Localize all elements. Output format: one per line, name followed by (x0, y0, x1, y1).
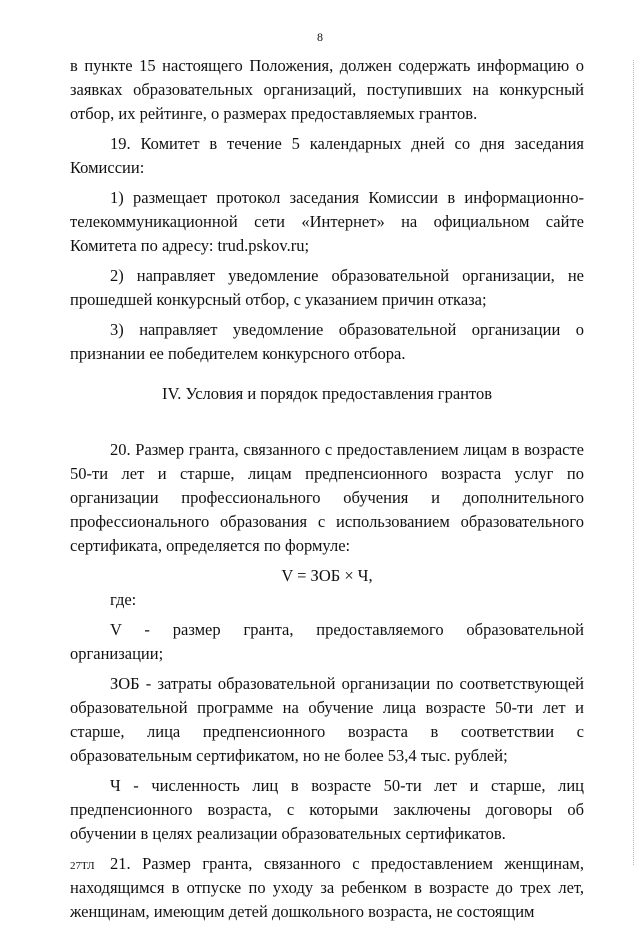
where-label: где: (110, 590, 137, 609)
paragraph-19-item-1: 1) размещает протокол заседания Комиссии в информационно-телекоммуникационной сети «Интернет» на официальном сайте Комитета по адресу: trud.pskov.ru; (70, 188, 584, 255)
formula: V = ЗОБ × Ч, (281, 566, 373, 585)
paragraph-19-item-2: 2) направляет уведомление образовательной организации, не прошедшей конкурсный отбор, с указанием причин отказа; (70, 266, 584, 309)
paragraph-continuation: в пункте 15 настоящего Положения, должен содержать информацию о заявках образовательных организаций, поступивших на конкурсный отбор, их рейтинге, о размерах предоставляемых грантов. (70, 56, 584, 123)
page-number: 8 (317, 30, 323, 44)
document-body (70, 54, 584, 930)
definition-v: V - размер гранта, предоставляемого образовательной организации; (70, 620, 584, 663)
paragraph-19: 19. Комитет в течение 5 календарных дней со дня заседания Комиссии: (70, 134, 584, 177)
section-heading: IV. Условия и порядок предоставления грантов (161, 384, 493, 403)
paragraph-19-item-3: 3) направляет уведомление образовательной организации о признании ее победителем конкурсного отбора. (70, 320, 584, 363)
footer-code: 27ТЛ (70, 860, 95, 872)
paragraph-20: 20. Размер гранта, связанного с предоставлением лицам в возрасте 50-ти лет и старше, лицам предпенсионного возраста услуг по организации профессионального обучения и дополнительного профессионального образования с использованием образовательного сертификата, определяется по формуле: (70, 440, 584, 555)
definition-zob: ЗОБ - затраты образовательной организации по соответствующей образовательной программе на обучение лица возрасте 50-ти лет и старше, лица предпенсионного возраста в соответствии с образовательным сертификатом, но не более 53,4 тыс. рублей; (70, 674, 584, 765)
definition-ch: Ч - численность лиц в возрасте 50-ти лет и старше, лиц предпенсионного возраста, с которыми заключены договоры об обучении в целях реализации образовательных сертификатов. (70, 776, 584, 843)
paragraph-21: 21. Размер гранта, связанного с предоставлением женщинам, находящимся в отпуске по уходу за ребенком в возрасте до трех лет, женщинам, имеющим детей дошкольного возраста, не состоящим (70, 854, 584, 921)
scan-edge-divider (632, 60, 634, 865)
